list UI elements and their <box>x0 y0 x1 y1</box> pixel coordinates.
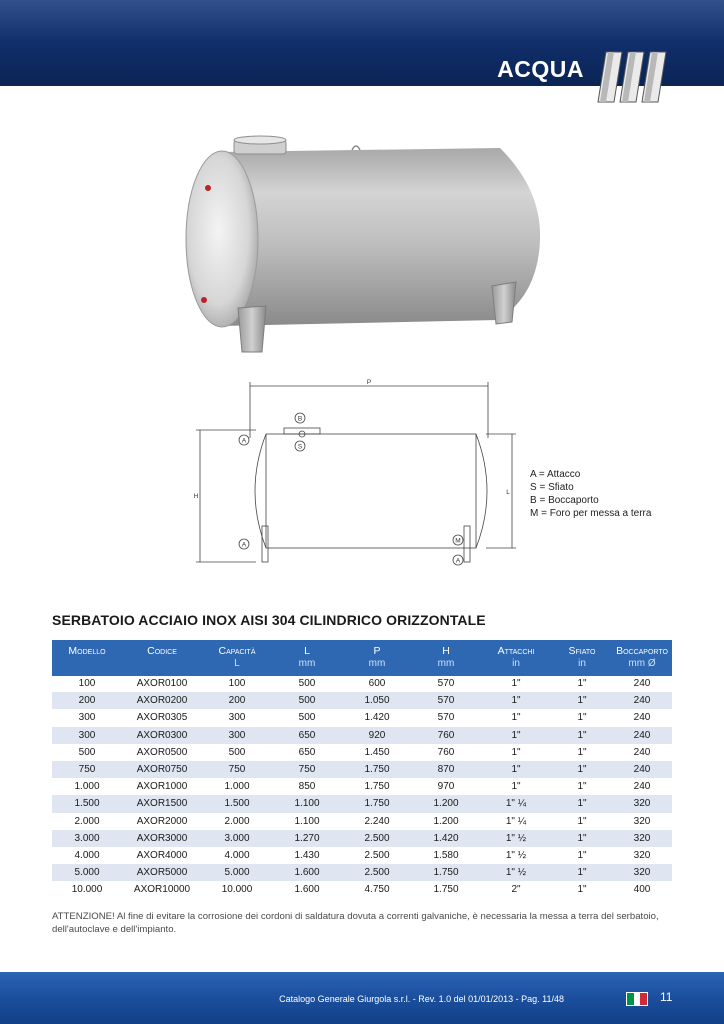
table-cell: 1.500 <box>52 795 122 812</box>
callout-b: B <box>297 415 303 423</box>
table-cell: 300 <box>52 709 122 726</box>
table-cell: 1" <box>552 830 612 847</box>
table-cell: 600 <box>342 675 412 692</box>
table-cell: AXOR2000 <box>122 813 202 830</box>
table-cell: 240 <box>612 727 672 744</box>
table-cell: 320 <box>612 830 672 847</box>
table-cell: 1.580 <box>412 847 480 864</box>
table-cell: 5.000 <box>52 864 122 881</box>
table-cell: 750 <box>202 761 272 778</box>
tank-photo <box>180 130 550 362</box>
spec-table <box>52 640 672 898</box>
table-cell: 1" ½ <box>480 864 552 881</box>
footer-text: Catalogo Generale Giurgola s.r.l. - Rev. 1.0 del 01/01/2013 - Pag. 11/48 <box>279 994 564 1004</box>
legend-item: S = Sfiato <box>530 482 574 493</box>
table-row <box>52 864 672 881</box>
table-cell: 1" <box>552 744 612 761</box>
table-cell: 1" <box>552 847 612 864</box>
table-cell: 1" <box>480 778 552 795</box>
table-row <box>52 761 672 778</box>
table-row <box>52 813 672 830</box>
section-title: ACQUA <box>497 56 584 82</box>
table-cell: 2.500 <box>342 847 412 864</box>
table-cell: 1.600 <box>272 881 342 898</box>
table-cell: 750 <box>272 761 342 778</box>
col-unit: mm <box>272 657 342 675</box>
callout-a-bottom: A <box>241 541 247 549</box>
table-cell: AXOR5000 <box>122 864 202 881</box>
table-cell: 10.000 <box>52 881 122 898</box>
callout-s: S <box>297 443 303 451</box>
table-cell: 300 <box>52 727 122 744</box>
legend-item: M = Foro per messa a terra <box>530 508 652 519</box>
table-cell: 4.000 <box>202 847 272 864</box>
section-logo-icon <box>592 50 672 106</box>
table-cell: AXOR0300 <box>122 727 202 744</box>
table-cell: 500 <box>272 709 342 726</box>
table-cell: 320 <box>612 795 672 812</box>
table-cell: 2.000 <box>52 813 122 830</box>
table-cell: 570 <box>412 675 480 692</box>
table-cell: 2.500 <box>342 864 412 881</box>
table-cell: 1.100 <box>272 795 342 812</box>
table-cell: 650 <box>272 727 342 744</box>
table-cell: 970 <box>412 778 480 795</box>
table-cell: 1.750 <box>342 778 412 795</box>
table-cell: 300 <box>202 709 272 726</box>
table-cell: 1.750 <box>412 881 480 898</box>
page-number: 11 <box>660 990 673 1004</box>
table-cell: 1.420 <box>342 709 412 726</box>
table-cell: 870 <box>412 761 480 778</box>
table-cell: 1.200 <box>412 795 480 812</box>
table-cell: 4.750 <box>342 881 412 898</box>
col-unit <box>122 657 202 675</box>
table-cell: 570 <box>412 692 480 709</box>
table-cell: 1.200 <box>412 813 480 830</box>
table-cell: 1.750 <box>342 795 412 812</box>
table-cell: 1" ½ <box>480 847 552 864</box>
table-cell: AXOR1500 <box>122 795 202 812</box>
table-cell: 1" <box>552 881 612 898</box>
col-header: H <box>412 640 480 657</box>
table-body <box>52 675 672 898</box>
table-cell: 1.420 <box>412 830 480 847</box>
table-cell: 1" ¼ <box>480 795 552 812</box>
table-cell: 1" <box>552 692 612 709</box>
table-cell: 1" <box>552 864 612 881</box>
dim-p-label: P <box>366 379 372 386</box>
callout-m: M <box>455 537 461 545</box>
table-cell: 750 <box>52 761 122 778</box>
table-cell: 240 <box>612 709 672 726</box>
table-cell: 1" <box>552 727 612 744</box>
table-row <box>52 709 672 726</box>
table-cell: 1.450 <box>342 744 412 761</box>
table-cell: 1.430 <box>272 847 342 864</box>
table-row <box>52 795 672 812</box>
table-cell: 1.000 <box>52 778 122 795</box>
table-cell: 2.000 <box>202 813 272 830</box>
table-row <box>52 675 672 692</box>
table-cell: 760 <box>412 727 480 744</box>
table-cell: 1.750 <box>342 761 412 778</box>
table-cell: 100 <box>202 675 272 692</box>
table-cell: 1" <box>552 709 612 726</box>
col-unit <box>52 657 122 675</box>
table-cell: AXOR1000 <box>122 778 202 795</box>
table-cell: 1" <box>552 795 612 812</box>
col-header: Modello <box>52 640 122 657</box>
table-cell: 1" ¼ <box>480 813 552 830</box>
table-cell: 1.270 <box>272 830 342 847</box>
technical-drawing <box>186 378 526 578</box>
legend-item: A = Attacco <box>530 469 581 480</box>
table-cell: 1.000 <box>202 778 272 795</box>
col-unit: L <box>202 657 272 675</box>
table-row <box>52 744 672 761</box>
table-row <box>52 727 672 744</box>
table-cell: 3.000 <box>202 830 272 847</box>
dim-h-label: H <box>193 493 199 500</box>
table-cell: 1" <box>552 813 612 830</box>
table-cell: 2.500 <box>342 830 412 847</box>
col-header: Boccaporto <box>612 640 672 657</box>
col-unit: mm <box>342 657 412 675</box>
table-row <box>52 830 672 847</box>
table-cell: AXOR0305 <box>122 709 202 726</box>
col-header: L <box>272 640 342 657</box>
table-cell: 1" <box>552 675 612 692</box>
table-cell: 1" <box>480 675 552 692</box>
table-row <box>52 847 672 864</box>
table-cell: AXOR0500 <box>122 744 202 761</box>
table-cell: 200 <box>202 692 272 709</box>
table-cell: 1.050 <box>342 692 412 709</box>
table-cell: 850 <box>272 778 342 795</box>
table-cell: AXOR0100 <box>122 675 202 692</box>
col-unit: mm <box>412 657 480 675</box>
table-cell: 1.750 <box>412 864 480 881</box>
table-cell: 650 <box>272 744 342 761</box>
table-cell: 240 <box>612 675 672 692</box>
table-cell: AXOR3000 <box>122 830 202 847</box>
table-cell: 10.000 <box>202 881 272 898</box>
table-cell: 1" <box>552 761 612 778</box>
table-cell: 500 <box>202 744 272 761</box>
table-cell: 570 <box>412 709 480 726</box>
table-cell: 300 <box>202 727 272 744</box>
table-cell: 400 <box>612 881 672 898</box>
drawing-legend <box>530 468 651 520</box>
callout-a-top: A <box>241 437 247 445</box>
col-header: Sfiato <box>552 640 612 657</box>
table-cell: 2.240 <box>342 813 412 830</box>
table-cell: 100 <box>52 675 122 692</box>
callout-a-leg: A <box>455 557 461 565</box>
table-header-row <box>52 640 672 657</box>
table-cell: 500 <box>272 692 342 709</box>
table-title: SERBATOIO ACCIAIO INOX AISI 304 CILINDRICO ORIZZONTALE <box>52 612 486 628</box>
table-cell: 5.000 <box>202 864 272 881</box>
table-cell: 3.000 <box>52 830 122 847</box>
table-cell: 320 <box>612 847 672 864</box>
col-unit: mm Ø <box>612 657 672 675</box>
table-cell: 320 <box>612 813 672 830</box>
table-cell: 1" ½ <box>480 830 552 847</box>
col-header: P <box>342 640 412 657</box>
table-cell: 920 <box>342 727 412 744</box>
table-row <box>52 881 672 898</box>
col-header: Attacchi <box>480 640 552 657</box>
table-cell: 1.500 <box>202 795 272 812</box>
table-cell: 200 <box>52 692 122 709</box>
table-cell: 240 <box>612 761 672 778</box>
table-row <box>52 692 672 709</box>
table-cell: AXOR4000 <box>122 847 202 864</box>
table-cell: AXOR10000 <box>122 881 202 898</box>
table-cell: 240 <box>612 778 672 795</box>
table-cell: 1" <box>480 709 552 726</box>
table-row <box>52 778 672 795</box>
table-cell: 760 <box>412 744 480 761</box>
col-unit: in <box>552 657 612 675</box>
table-cell: 2" <box>480 881 552 898</box>
table-cell: 1" <box>480 692 552 709</box>
col-unit: in <box>480 657 552 675</box>
dim-l-label: L <box>506 489 510 496</box>
table-cell: 320 <box>612 864 672 881</box>
table-cell: 240 <box>612 744 672 761</box>
table-cell: 1" <box>552 778 612 795</box>
table-cell: 1" <box>480 727 552 744</box>
table-cell: AXOR0200 <box>122 692 202 709</box>
table-cell: AXOR0750 <box>122 761 202 778</box>
italian-flag-icon <box>626 992 648 1006</box>
col-header: Codice <box>122 640 202 657</box>
legend-item: B = Boccaporto <box>530 495 599 506</box>
table-cell: 1" <box>480 744 552 761</box>
table-units-row <box>52 657 672 675</box>
col-header: Capacità <box>202 640 272 657</box>
table-cell: 1" <box>480 761 552 778</box>
table-cell: 500 <box>272 675 342 692</box>
table-cell: 500 <box>52 744 122 761</box>
table-cell: 4.000 <box>52 847 122 864</box>
header-gloss <box>0 0 724 42</box>
table-cell: 1.100 <box>272 813 342 830</box>
table-cell: 240 <box>612 692 672 709</box>
warning-note: ATTENZIONE! Al fine di evitare la corrosione dei cordoni di saldatura dovuta a correnti galvaniche, è necessaria la messa a terra del serbatoio, dell'autoclave e dell'impianto. <box>52 911 659 935</box>
table-cell: 1.600 <box>272 864 342 881</box>
